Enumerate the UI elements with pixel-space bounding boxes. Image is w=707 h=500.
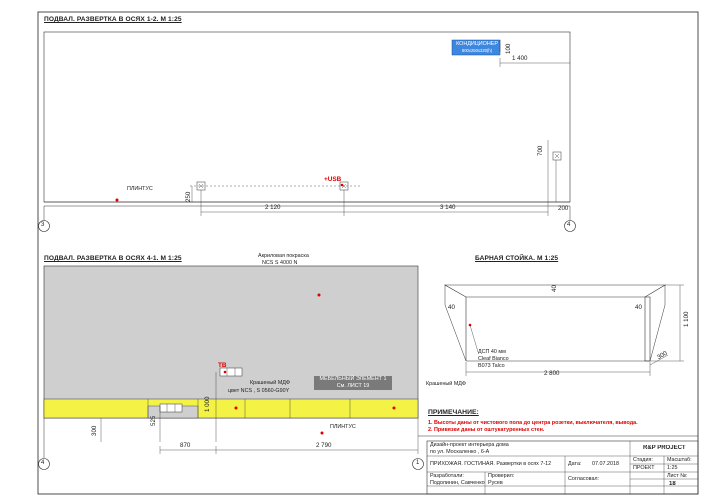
bar-dim-40-top: 40 (551, 285, 558, 292)
tb-date-value: 07.07.2018 (592, 461, 619, 467)
tb-scale-value: 1:25 (667, 465, 678, 471)
dim-250: 250 (185, 191, 192, 202)
dim-100: 100 (505, 43, 512, 54)
tb-project: Дизайн-проект интерьера дома (430, 442, 509, 448)
bar-dim-1100: 1 100 (683, 311, 690, 327)
bar-dim-300: 300 (656, 349, 669, 362)
tb-checked-value: Русев (488, 480, 503, 486)
axis-4-bottom-label: 4 (41, 460, 45, 466)
dim-525: 525 (150, 415, 157, 426)
furniture-label (314, 376, 392, 390)
tv-label: ТВ (218, 362, 227, 369)
tb-address: по ул. Москаленко , 6-А (430, 449, 490, 455)
dim-1000: 1 000 (204, 396, 211, 412)
note-line-2: 2. Привязки даны от оштукатуренных стен. (428, 427, 545, 433)
bar-material-1: ДСП 40 мм (478, 349, 506, 355)
bar-dim-40-right: 40 (635, 304, 642, 311)
bar-material-2: Cleaf Bianco (478, 356, 509, 362)
dim-200: 200 (558, 205, 569, 212)
dim-300: 300 (91, 425, 98, 436)
paint-label-1: Акриловая покраска (258, 253, 309, 259)
tb-company: R&P PROJECT (643, 445, 686, 451)
dim-870: 870 (180, 442, 191, 449)
tb-scale-label: Масштаб: (667, 457, 692, 463)
axis-4-label: 4 (567, 222, 571, 228)
note-line-1: 1. Высоты даны от чистового пола до центра розетки, выключателя, вывода. (428, 420, 638, 426)
bar-dim-40-left: 40 (448, 304, 455, 311)
tb-stage-value: ПРОЕКТ (633, 465, 655, 471)
bottom-plinth-label: ПЛИНТУС (330, 424, 356, 430)
tb-developed-label: Разработали: (430, 473, 464, 479)
tb-date-label: Дата: (568, 461, 582, 467)
ac-label: КОНДИЦИОНЕР (456, 41, 498, 47)
mdf-band (44, 396, 418, 418)
furniture-label-1: МЕБЕЛЬНЫЙ ЭЛЕМЕНТ 1 (319, 376, 387, 382)
top-view-title: ПОДВАЛ. РАЗВЕРТКА В ОСЯХ 1-2. М 1:25 (44, 16, 182, 23)
top-plinth-label: ПЛИНТУС (127, 186, 153, 192)
dim-1400: 1 400 (512, 55, 528, 62)
furniture-label-2: См. ЛИСТ 19 (336, 383, 370, 389)
bar-title: БАРНАЯ СТОЙКА. М 1:25 (475, 255, 559, 262)
paint-label-2: NCS S 4000 N (262, 260, 298, 266)
bar-dim-2800: 2 800 (544, 370, 560, 377)
dim-2790: 2 790 (316, 442, 332, 449)
bar-material-3: B073 Talco (478, 363, 505, 369)
mdf-right-label: Крашеный МДФ (426, 381, 466, 387)
top-wall-outline (44, 32, 570, 202)
usb-label: +USB (324, 176, 342, 183)
ac-size: 800х250х320(h) (461, 48, 493, 53)
tb-sheet-value: 18 (669, 481, 676, 487)
dim-2120: 2 120 (265, 204, 281, 211)
tb-stage-label: Стадия: (633, 457, 653, 463)
dim-700: 700 (537, 145, 544, 156)
tb-developed-value: Подолинин, Савченко (430, 480, 485, 486)
tb-sheet-label: Лист №: (667, 473, 688, 479)
bottom-wall (44, 266, 418, 418)
mdf-label-2: цвет NCS , S 0560-G90Y (228, 388, 290, 394)
notes-title: ПРИМЕЧАНИЕ: (428, 409, 479, 416)
bottom-view-title: ПОДВАЛ. РАЗВЕРТКА В ОСЯХ 4-1. М 1:25 (44, 255, 182, 262)
axis-3-label: 3 (41, 222, 45, 228)
tb-checked-label: Проверил: (488, 473, 515, 479)
tb-sheet-title: ПРИХОЖАЯ. ГОСТИНАЯ. Развертки в осях 7-12 (430, 461, 552, 467)
tb-agreed-label: Согласовал: (568, 476, 600, 482)
dim-3140: 3 140 (440, 204, 456, 211)
mdf-label-1: Крашеный МДФ (250, 380, 290, 386)
axis-1-label: 1 (416, 460, 420, 466)
